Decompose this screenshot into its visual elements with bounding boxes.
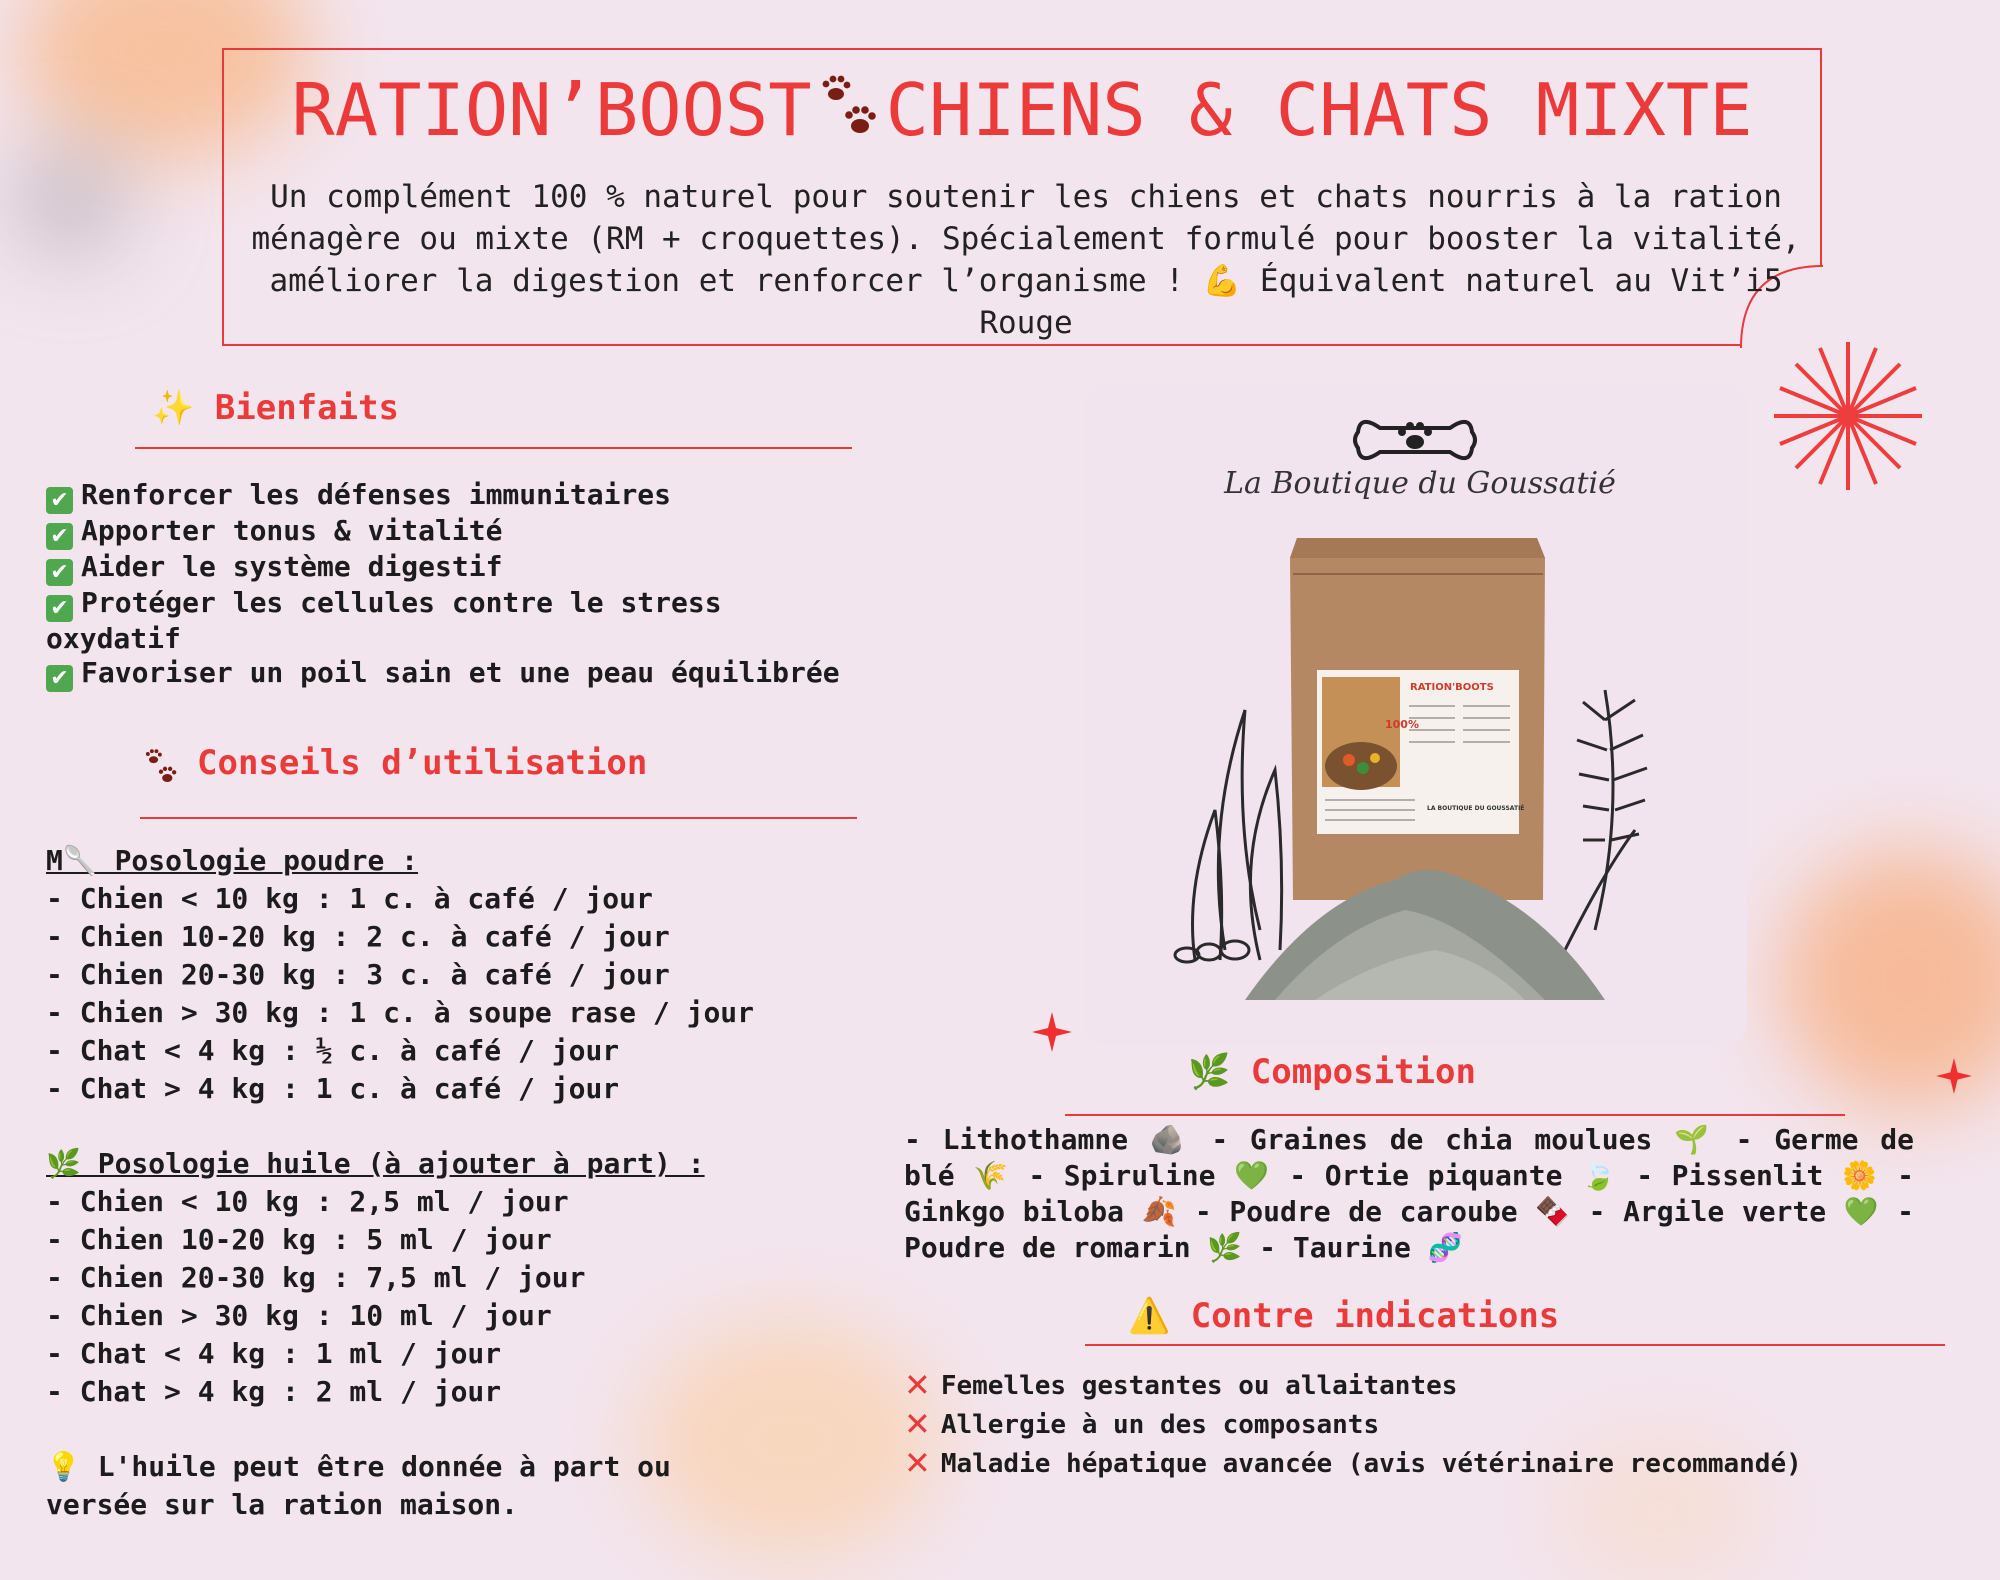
brand-name: La Boutique du Goussatié xyxy=(1224,466,1616,501)
paw-prints-icon xyxy=(140,746,182,786)
cross-icon: ✕ xyxy=(904,1405,931,1443)
paw-prints-icon xyxy=(816,67,882,163)
list-item: ✕ Maladie hépatique avancée (avis vétérinaire recommandé) xyxy=(904,1444,1802,1482)
divider xyxy=(135,447,852,449)
list-item: ✕ Allergie à un des composants xyxy=(904,1405,1380,1443)
list-item: ✕ Femelles gestantes ou allaitantes xyxy=(904,1366,1458,1404)
list-item: ✔ Favoriser un poil sain et une peau équilibrée xyxy=(46,656,896,692)
label-title: RATION'BOOTS xyxy=(1410,682,1494,693)
contraindications-list xyxy=(904,1366,1904,1483)
dosage-line: - Chien < 10 kg : 2,5 ml / jour xyxy=(46,1185,569,1218)
powder-heading: M🥄 Posologie poudre : xyxy=(46,844,419,877)
intro-text: Un complément 100 % naturel pour soutenir les chiens et chats nourris à la ration ménagère ou mixte (RM + croquettes). Spécialement formulé pour booster la vitalité, améliorer la digestion et renforcer l’organisme ! 💪 Équivalent naturel au Vit’i5 Rouge xyxy=(251,179,1801,341)
dosage-line: - Chien > 30 kg : 10 ml / jour xyxy=(46,1299,552,1332)
composition-title: 🌿 Composition xyxy=(1188,1052,1476,1092)
paw-bone-logo xyxy=(1350,408,1480,472)
label-badge: 100% xyxy=(1385,718,1419,731)
title-left: RATION’BOOST xyxy=(291,68,812,152)
oil-heading: 🌿 Posologie huile (à ajouter à part) : xyxy=(46,1147,705,1180)
oil-dosage xyxy=(46,1145,906,1411)
composition-text: - Lithothamne 🪨 - Graines de chia moulues 🌱 - Germe de blé 🌾 - Spiruline 💚 - Ortie piquante 🍃 - Pissenlit 🌼 - Ginkgo biloba 🍂 - Poudre de caroube 🍫 - Argile verte 💚 - Poudre de romarin 🌿 - Taurine 🧬 xyxy=(904,1123,1914,1264)
list-item: ✔ Protéger les cellules contre le stress oxydatif xyxy=(46,586,722,655)
sparkle-icon xyxy=(1936,1058,1972,1094)
dosage-line: - Chat < 4 kg : 1 ml / jour xyxy=(46,1337,502,1370)
dosage-line: - Chat < 4 kg : ½ c. à café / jour xyxy=(46,1034,620,1067)
benefits-title: ✨ Bienfaits xyxy=(152,388,400,428)
title-right: CHIENS & CHATS MIXTE xyxy=(885,68,1753,152)
sunburst-decoration xyxy=(1770,338,1926,494)
dosage-line: - Chat > 4 kg : 2 ml / jour xyxy=(46,1375,502,1408)
cross-icon: ✕ xyxy=(904,1366,931,1404)
oil-note: 💡 L'huile peut être donnée à part ou versée sur la ration maison. xyxy=(46,1450,671,1521)
sparkle-icon xyxy=(1032,1012,1072,1052)
dosage-line: - Chien > 30 kg : 1 c. à soupe rase / jour xyxy=(46,996,755,1029)
product-illustration xyxy=(1165,530,1685,1040)
check-icon: ✔ xyxy=(46,523,73,550)
divider xyxy=(1085,1344,1945,1346)
contraindications-title: ⚠️ Contre indications xyxy=(1128,1296,1560,1336)
usage-title: Conseils d’utilisation xyxy=(197,743,648,783)
powder-dosage xyxy=(46,842,906,1108)
divider xyxy=(1065,1114,1845,1116)
decor-blob xyxy=(10,140,130,260)
page-title xyxy=(222,62,1822,163)
dosage-line: - Chien 20-30 kg : 3 c. à café / jour xyxy=(46,958,670,991)
dosage-line: - Chat > 4 kg : 1 c. à café / jour xyxy=(46,1072,620,1105)
label-footer: LA BOUTIQUE DU GOUSSATIÉ xyxy=(1427,805,1525,812)
check-icon: ✔ xyxy=(46,665,73,692)
dosage-line: - Chien < 10 kg : 1 c. à café / jour xyxy=(46,882,653,915)
list-item: ✔ Apporter tonus & vitalité xyxy=(46,514,896,550)
check-icon: ✔ xyxy=(46,487,73,514)
dosage-line: - Chien 10-20 kg : 5 ml / jour xyxy=(46,1223,552,1256)
cross-icon: ✕ xyxy=(904,1444,931,1482)
check-icon: ✔ xyxy=(46,595,73,622)
divider xyxy=(140,817,857,819)
list-item: ✔ Renforcer les défenses immunitaires xyxy=(46,478,896,514)
dosage-line: - Chien 20-30 kg : 7,5 ml / jour xyxy=(46,1261,586,1294)
check-icon: ✔ xyxy=(46,559,73,586)
list-item: ✔ Aider le système digestif xyxy=(46,550,896,586)
benefits-list xyxy=(46,478,896,692)
dosage-line: - Chien 10-20 kg : 2 c. à café / jour xyxy=(46,920,670,953)
